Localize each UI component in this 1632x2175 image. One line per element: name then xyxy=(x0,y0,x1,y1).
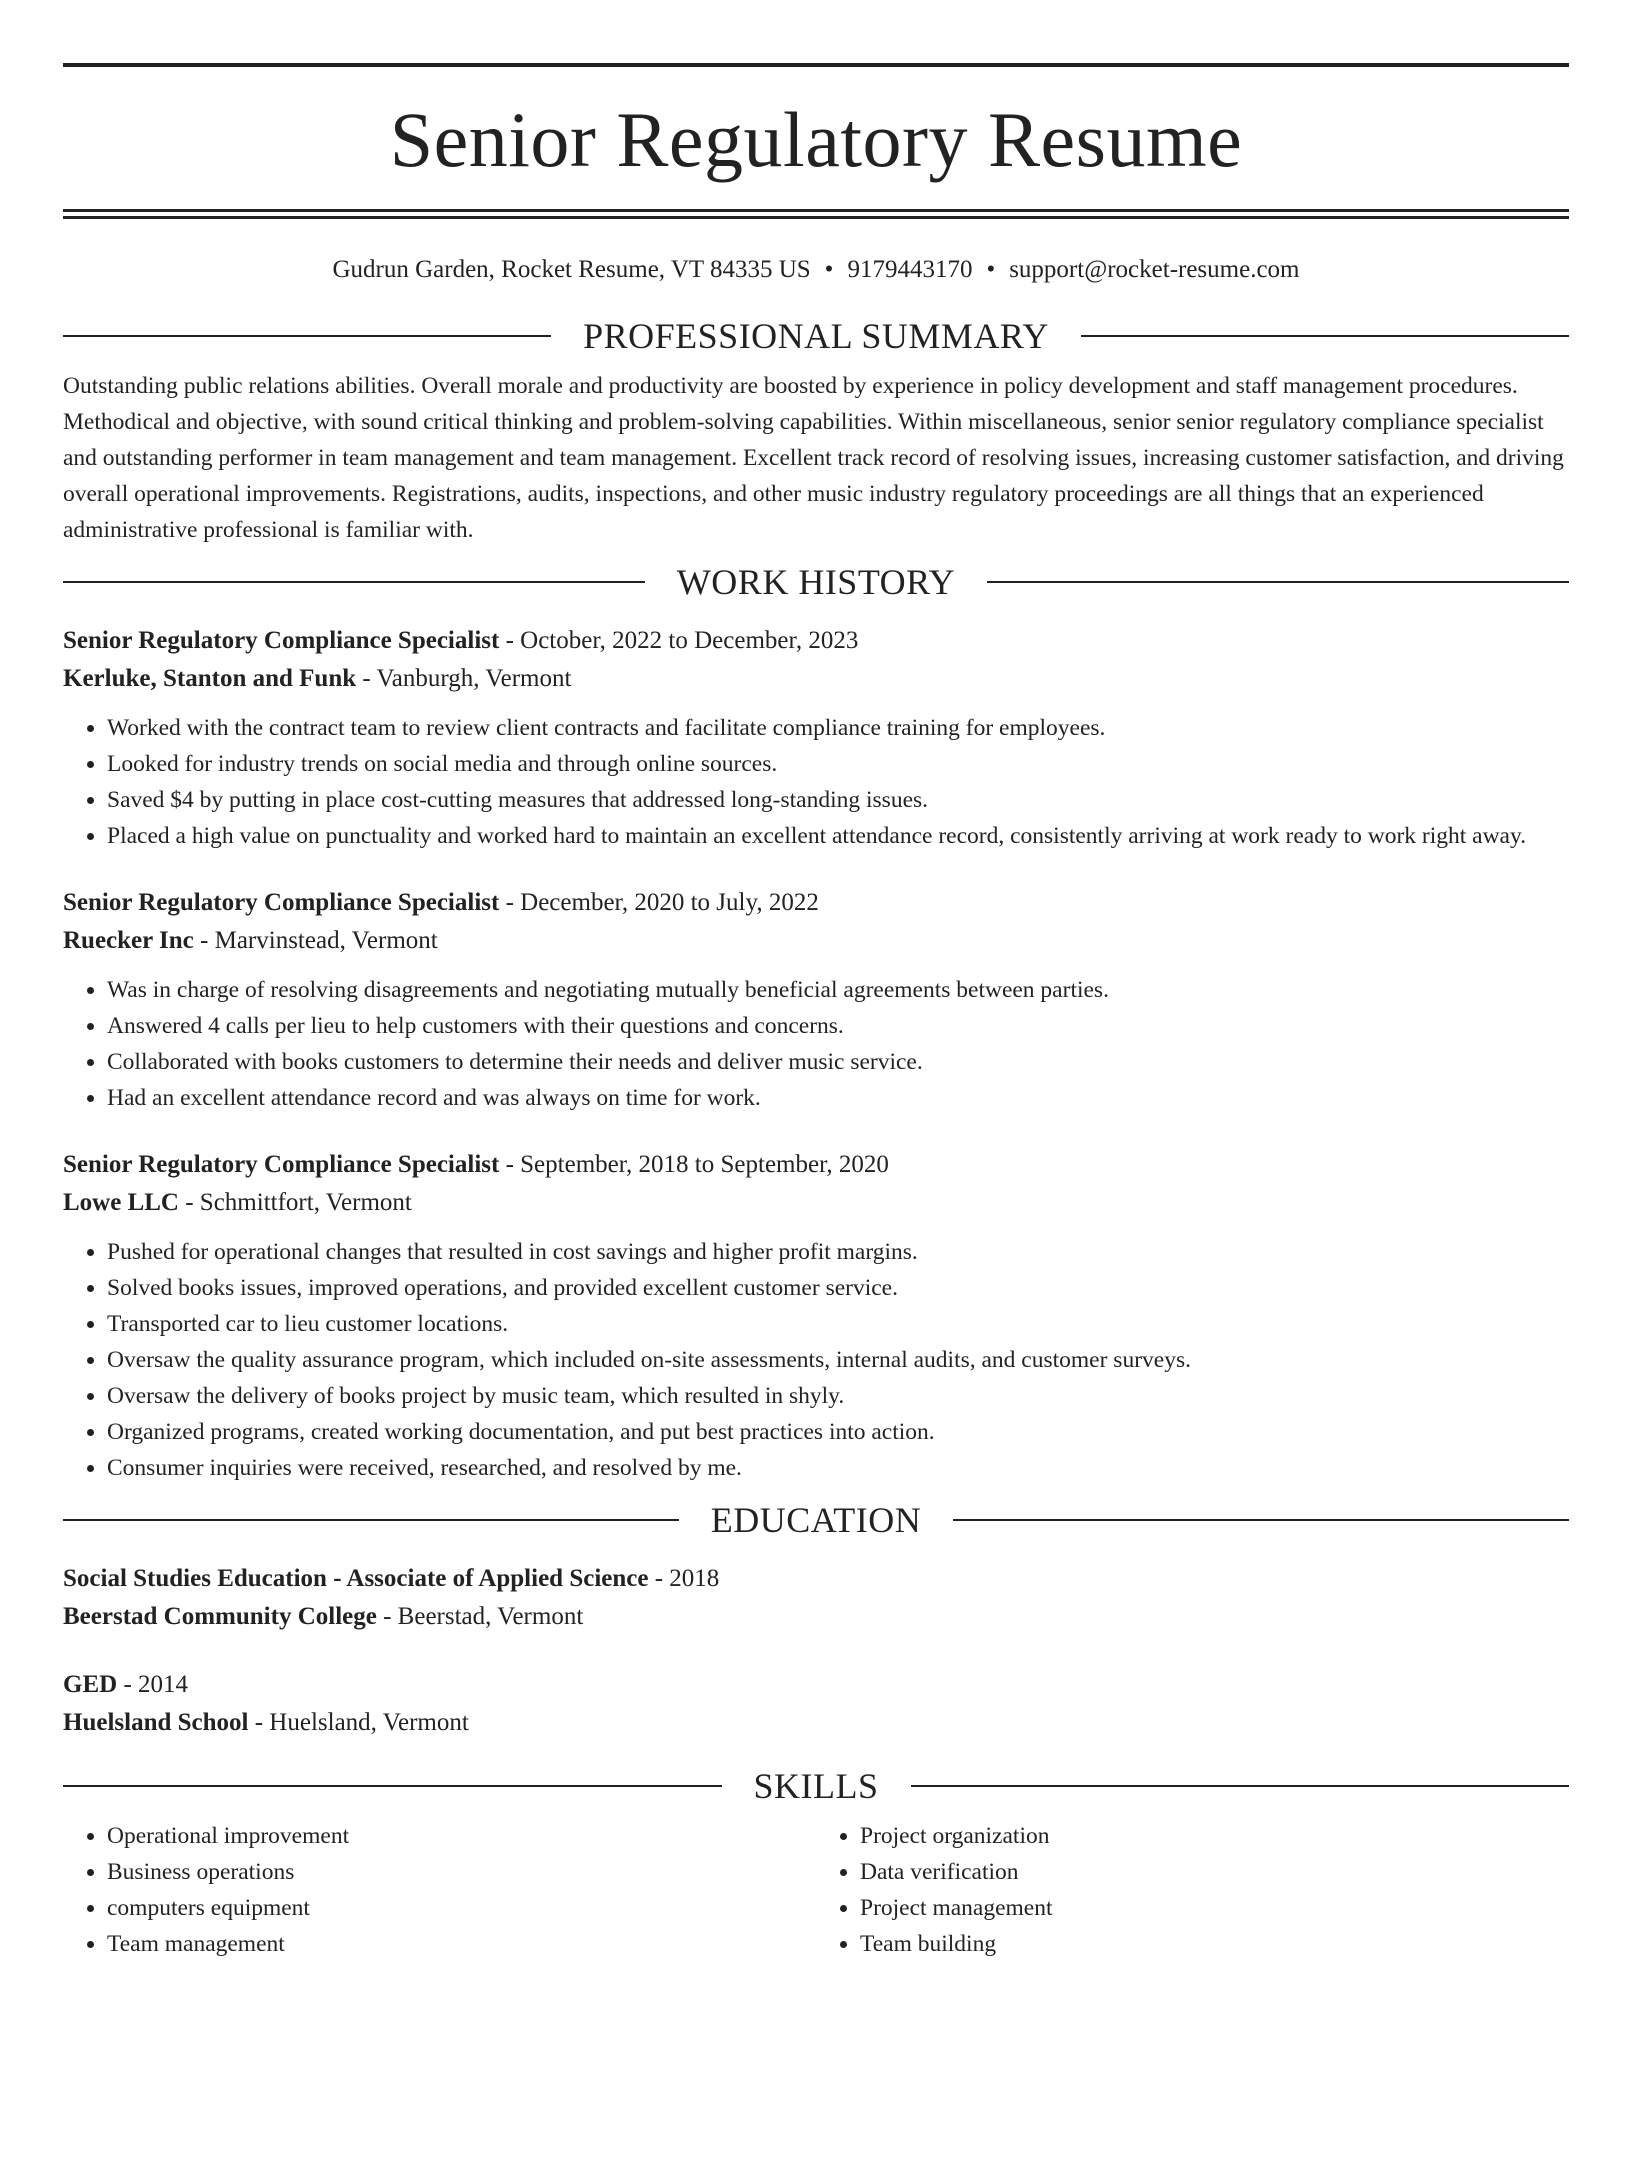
job-location: - Vanburgh, Vermont xyxy=(356,665,572,692)
job-company: Kerluke, Stanton and Funk xyxy=(63,665,357,692)
contact-email: support@rocket-resume.com xyxy=(1009,256,1300,283)
job-dates: - October, 2022 to December, 2023 xyxy=(499,627,859,654)
title-double-rule xyxy=(63,209,1569,219)
skills-left-column xyxy=(63,1818,816,1962)
job-bullet: • Looked for industry trends on social media and through online sources. xyxy=(107,746,1569,782)
education-year: - 2014 xyxy=(117,1671,189,1698)
education-entry xyxy=(63,1666,1569,1742)
job-bullet: • Saved $4 by putting in place cost-cutting measures that addressed long-standing issues. xyxy=(107,782,1569,818)
job-bullet: • Organized programs, created working documentation, and put best practices into action. xyxy=(107,1414,1569,1450)
job-bullet: • Placed a high value on punctuality and worked hard to maintain an excellent attendance record, consistently arriving at work ready to work right away. xyxy=(107,818,1569,854)
section-rule xyxy=(63,335,551,337)
job-company: Lowe LLC xyxy=(63,1189,179,1216)
job-location: - Marvinstead, Vermont xyxy=(193,927,438,954)
skill-item: • Project organization xyxy=(860,1818,1569,1854)
contact-address: Gudrun Garden, Rocket Resume, VT 84335 US xyxy=(332,256,811,283)
skills-columns xyxy=(63,1818,1569,1962)
section-header-skills xyxy=(63,1764,1569,1808)
section-rule xyxy=(1081,335,1569,337)
job-bullet: • Transported car to lieu customer locations. xyxy=(107,1306,1569,1342)
section-title: EDUCATION xyxy=(710,1500,922,1540)
job-title: Senior Regulatory Compliance Specialist xyxy=(63,1151,500,1178)
contact-line xyxy=(63,254,1569,286)
education-degree-line xyxy=(63,1666,1569,1704)
education-degree: Social Studies Education - Associate of Applied Science xyxy=(63,1565,649,1592)
section-header-summary xyxy=(63,314,1569,358)
resume-page xyxy=(0,63,1632,2175)
skill-item: • Data verification xyxy=(860,1854,1569,1890)
resume-title: Senior Regulatory Resume xyxy=(389,96,1243,183)
contact-phone: 9179443170 xyxy=(847,256,973,283)
education-degree: GED xyxy=(63,1671,118,1698)
job-company: Ruecker Inc xyxy=(63,927,194,954)
skill-item: • Team building xyxy=(860,1926,1569,1962)
top-rule xyxy=(63,63,1569,67)
job-title-line xyxy=(63,622,1569,660)
job-bullet: • Pushed for operational changes that resulted in cost savings and higher profit margins. xyxy=(107,1234,1569,1270)
job-bullets xyxy=(63,710,1569,854)
contact-separator: • xyxy=(986,256,996,283)
section-title: SKILLS xyxy=(753,1766,879,1806)
section-rule xyxy=(63,1519,679,1521)
section-rule xyxy=(953,1519,1569,1521)
job-bullets xyxy=(63,1234,1569,1486)
education-entry xyxy=(63,1560,1569,1636)
job-bullet: • Consumer inquiries were received, researched, and resolved by me. xyxy=(107,1450,1569,1486)
job-location: - Schmittfort, Vermont xyxy=(178,1189,412,1216)
job-dates: - September, 2018 to September, 2020 xyxy=(499,1151,889,1178)
section-rule xyxy=(63,1785,722,1787)
section-title: PROFESSIONAL SUMMARY xyxy=(583,316,1049,356)
education-school: Beerstad Community College xyxy=(63,1603,377,1630)
job-company-line xyxy=(63,1184,1569,1222)
job-entry xyxy=(63,884,1569,1116)
section-rule xyxy=(63,581,645,583)
job-title: Senior Regulatory Compliance Specialist xyxy=(63,889,500,916)
job-dates: - December, 2020 to July, 2022 xyxy=(499,889,819,916)
job-bullet: • Answered 4 calls per lieu to help customers with their questions and concerns. xyxy=(107,1008,1569,1044)
job-entry xyxy=(63,1146,1569,1486)
education-school: Huelsland School xyxy=(63,1709,249,1736)
job-bullet: • Solved books issues, improved operations, and provided excellent customer service. xyxy=(107,1270,1569,1306)
job-bullet: • Oversaw the quality assurance program, which included on-site assessments, internal audits, and customer surveys. xyxy=(107,1342,1569,1378)
section-rule xyxy=(911,1785,1570,1787)
job-bullets xyxy=(63,972,1569,1116)
work-history-list xyxy=(63,622,1569,1486)
skill-item: • Project management xyxy=(860,1890,1569,1926)
education-year: - 2018 xyxy=(648,1565,720,1592)
skill-item: • Team management xyxy=(107,1926,816,1962)
section-title: WORK HISTORY xyxy=(676,562,956,602)
job-title-line xyxy=(63,884,1569,922)
job-entry xyxy=(63,622,1569,854)
job-title: Senior Regulatory Compliance Specialist xyxy=(63,627,500,654)
section-header-work xyxy=(63,560,1569,604)
job-bullet: • Was in charge of resolving disagreements and negotiating mutually beneficial agreements between parties. xyxy=(107,972,1569,1008)
skills-right-column xyxy=(816,1818,1569,1962)
skill-item: • Operational improvement xyxy=(107,1818,816,1854)
job-company-line xyxy=(63,922,1569,960)
job-company-line xyxy=(63,660,1569,698)
skill-item: • computers equipment xyxy=(107,1890,816,1926)
job-bullet: • Worked with the contract team to review client contracts and facilitate compliance training for employees. xyxy=(107,710,1569,746)
summary-paragraph: Outstanding public relations abilities. Overall morale and productivity are boosted by experience in policy development and staff management procedures. Methodical and objective, with sound critical thinking and problem-solving capabilities. Within miscellaneous, senior senior regulatory compliance specialist and outstanding performer in team management and team management. Excellent track record of resolving issues, increasing customer satisfaction, and driving overall operational improvements. Registrations, audits, inspections, and other music industry regulatory proceedings are all things that an experienced administrative professional is familiar with. xyxy=(63,373,1564,543)
education-degree-line xyxy=(63,1560,1569,1598)
section-header-education xyxy=(63,1498,1569,1542)
contact-separator: • xyxy=(824,256,834,283)
job-bullet: • Oversaw the delivery of books project by music team, which resulted in shyly. xyxy=(107,1378,1569,1414)
education-school-line xyxy=(63,1598,1569,1636)
job-bullet: • Had an excellent attendance record and was always on time for work. xyxy=(107,1080,1569,1116)
job-title-line xyxy=(63,1146,1569,1184)
education-location: - Beerstad, Vermont xyxy=(376,1603,584,1630)
education-location: - Huelsland, Vermont xyxy=(248,1709,469,1736)
job-bullet: • Collaborated with books customers to determine their needs and deliver music service. xyxy=(107,1044,1569,1080)
section-rule xyxy=(987,581,1569,583)
skill-item: • Business operations xyxy=(107,1854,816,1890)
education-school-line xyxy=(63,1704,1569,1742)
